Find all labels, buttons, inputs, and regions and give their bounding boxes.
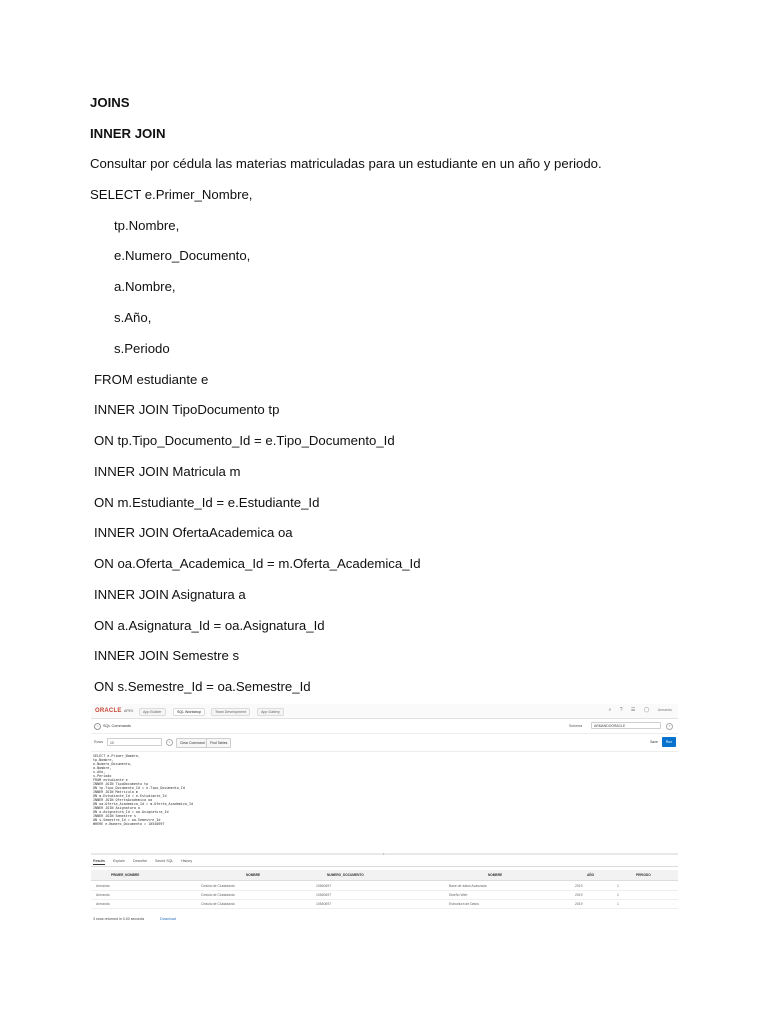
table-cell: 2019 — [575, 884, 583, 888]
apex-label: APEX — [124, 709, 134, 713]
column-header: NOMBRE — [488, 873, 503, 877]
table-cell: 2019 — [575, 893, 583, 897]
editor-line: FROM estudiante e — [93, 778, 128, 782]
table-row — [91, 891, 678, 900]
editor-line: tp.Nombre, — [93, 758, 114, 762]
tab-history[interactable]: History — [181, 859, 193, 863]
editor-line: INNER JOIN Asignatura a — [93, 806, 140, 810]
query-line: ON s.Semestre_Id = oa.Semestre_Id — [94, 679, 311, 694]
save-button[interactable]: Save — [650, 740, 658, 744]
tab-saved-sql[interactable]: Saved SQL — [155, 859, 174, 863]
nav-tab-app-gallery[interactable]: App Gallery — [257, 708, 284, 716]
column-header: PRIMER_NOMBRE — [111, 873, 140, 877]
query-line: ON oa.Oferta_Academica_Id = m.Oferta_Academica_Id — [94, 556, 421, 571]
page-title: SQL Commands — [103, 724, 131, 728]
query-line: e.Numero_Documento, — [114, 248, 251, 263]
nav-tab-team-development[interactable]: Team Development — [211, 708, 250, 716]
embedded-apex-screenshot — [91, 704, 678, 926]
table-row — [91, 882, 678, 891]
table-cell: Diseño Web — [449, 893, 468, 897]
editor-line: ON s.Semestre_Id = oa.Semestre_Id — [93, 818, 161, 822]
page-header — [91, 719, 678, 734]
rows-select[interactable]: 10 — [107, 738, 162, 746]
find-tables-button[interactable]: Find Tables — [206, 738, 231, 748]
heading-inner-join: INNER JOIN — [90, 126, 166, 141]
query-line: INNER JOIN TipoDocumento tp — [94, 402, 280, 417]
pane-splitter[interactable] — [91, 853, 678, 855]
table-cell: Armando — [96, 884, 110, 888]
editor-line: SELECT e.Primer_Nombre, — [93, 754, 140, 758]
column-header: NUMERO_DOCUMENTO — [327, 873, 364, 877]
column-header: NOMBRE — [246, 873, 261, 877]
home-icon[interactable]: ⌂ — [94, 723, 101, 730]
table-cell: 1 — [617, 884, 619, 888]
table-row — [91, 900, 678, 909]
table-cell: 10540697 — [316, 884, 332, 888]
apex-top-bar — [91, 704, 678, 719]
sql-editor[interactable] — [91, 752, 678, 852]
query-line: s.Periodo — [114, 341, 170, 356]
nav-tab-sql-workshop[interactable]: SQL Workshop — [173, 708, 205, 716]
clear-icon[interactable]: × — [166, 739, 173, 746]
tab-describe[interactable]: Describe — [133, 859, 148, 863]
query-line: FROM estudiante e — [94, 372, 209, 387]
table-cell: 10540697 — [316, 893, 332, 897]
query-line: ON tp.Tipo_Documento_Id = e.Tipo_Documento_Id — [94, 433, 395, 448]
table-cell: Cedula de Ciudadania — [201, 893, 235, 897]
user-icon[interactable]: ◯ — [643, 707, 650, 713]
query-line: SELECT e.Primer_Nombre, — [90, 187, 253, 202]
editor-line: ON a.Asignatura_Id = oa.Asignatura_Id — [93, 810, 169, 814]
user-name[interactable]: Armando — [657, 708, 672, 712]
editor-line: a.Nombre, — [93, 766, 112, 770]
editor-line: ON m.Estudiante_Id = e.Estudiante_Id — [93, 794, 167, 798]
search-icon[interactable]: ⌕ — [608, 707, 612, 713]
query-line: ON a.Asignatura_Id = oa.Asignatura_Id — [94, 618, 325, 633]
editor-line: INNER JOIN OfertaAcademica oa — [93, 798, 153, 802]
table-cell: Estructura de Datos — [449, 902, 479, 906]
editor-toolbar — [91, 734, 678, 752]
results-summary: 3 rows returned in 0.00 seconds — [93, 917, 145, 921]
query-line: INNER JOIN Matricula m — [94, 464, 241, 479]
oracle-logo: ORACLE — [95, 708, 122, 714]
query-line: INNER JOIN Semestre s — [94, 648, 240, 663]
editor-line: e.Numero_Documento, — [93, 762, 132, 766]
query-line: INNER JOIN OfertaAcademica oa — [94, 525, 293, 540]
editor-line: INNER JOIN Matricula m — [93, 790, 138, 794]
help-icon[interactable]: ? — [666, 723, 673, 730]
table-cell: 2019 — [575, 902, 583, 906]
clear-command-button[interactable]: Clear Command — [176, 738, 209, 748]
table-cell: Cedula de Ciudadania — [201, 884, 235, 888]
editor-line: s.Año, — [93, 770, 106, 774]
table-cell: 1 — [617, 893, 619, 897]
editor-line: WHERE e.Numero_Documento = 10540697 — [93, 822, 165, 826]
help-icon[interactable]: ? — [619, 707, 623, 713]
editor-line: ON tp.Tipo_Documento_Id = e.Tipo_Documento_Id — [93, 786, 185, 790]
results-tabs — [91, 857, 678, 867]
table-cell: Armando — [96, 893, 110, 897]
schema-select[interactable]: ARMANDOORACLE — [591, 722, 661, 729]
table-header — [91, 870, 678, 881]
nav-tab-app-builder[interactable]: App Builder — [139, 708, 166, 716]
query-line: a.Nombre, — [114, 279, 176, 294]
table-cell: Armando — [96, 902, 110, 906]
admin-icon[interactable]: ☰ — [630, 707, 636, 713]
query-line: INNER JOIN Asignatura a — [94, 587, 246, 602]
editor-line: INNER JOIN TipoDocumento tp — [93, 782, 149, 786]
column-header: AÑO — [587, 873, 595, 877]
editor-line: s.Periodo — [93, 774, 112, 778]
rows-label: Rows — [94, 740, 103, 744]
editor-line: ON oa.Oferta_Academica_Id = m.Oferta_Academica_Id — [93, 802, 194, 806]
download-link[interactable]: Download — [160, 917, 176, 921]
schema-label: Schema — [569, 724, 583, 728]
top-right-tools — [602, 707, 672, 713]
heading-joins: JOINS — [90, 95, 130, 110]
tab-explain[interactable]: Explain — [113, 859, 125, 863]
table-cell: Cedula de Ciudadania — [201, 902, 235, 906]
column-header: PERIODO — [636, 873, 651, 877]
query-line: tp.Nombre, — [114, 218, 180, 233]
query-line: ON m.Estudiante_Id = e.Estudiante_Id — [94, 495, 320, 510]
table-cell: 1 — [617, 902, 619, 906]
run-button[interactable]: Run — [662, 737, 676, 747]
tab-results[interactable]: Results — [93, 859, 105, 863]
editor-line: INNER JOIN Semestre s — [93, 814, 136, 818]
table-cell: Base de datos Avanzada — [449, 884, 487, 888]
query-line: s.Año, — [114, 310, 152, 325]
table-cell: 10540697 — [316, 902, 332, 906]
description: Consultar por cédula las materias matriculadas para un estudiante en un año y periodo. — [90, 156, 602, 171]
